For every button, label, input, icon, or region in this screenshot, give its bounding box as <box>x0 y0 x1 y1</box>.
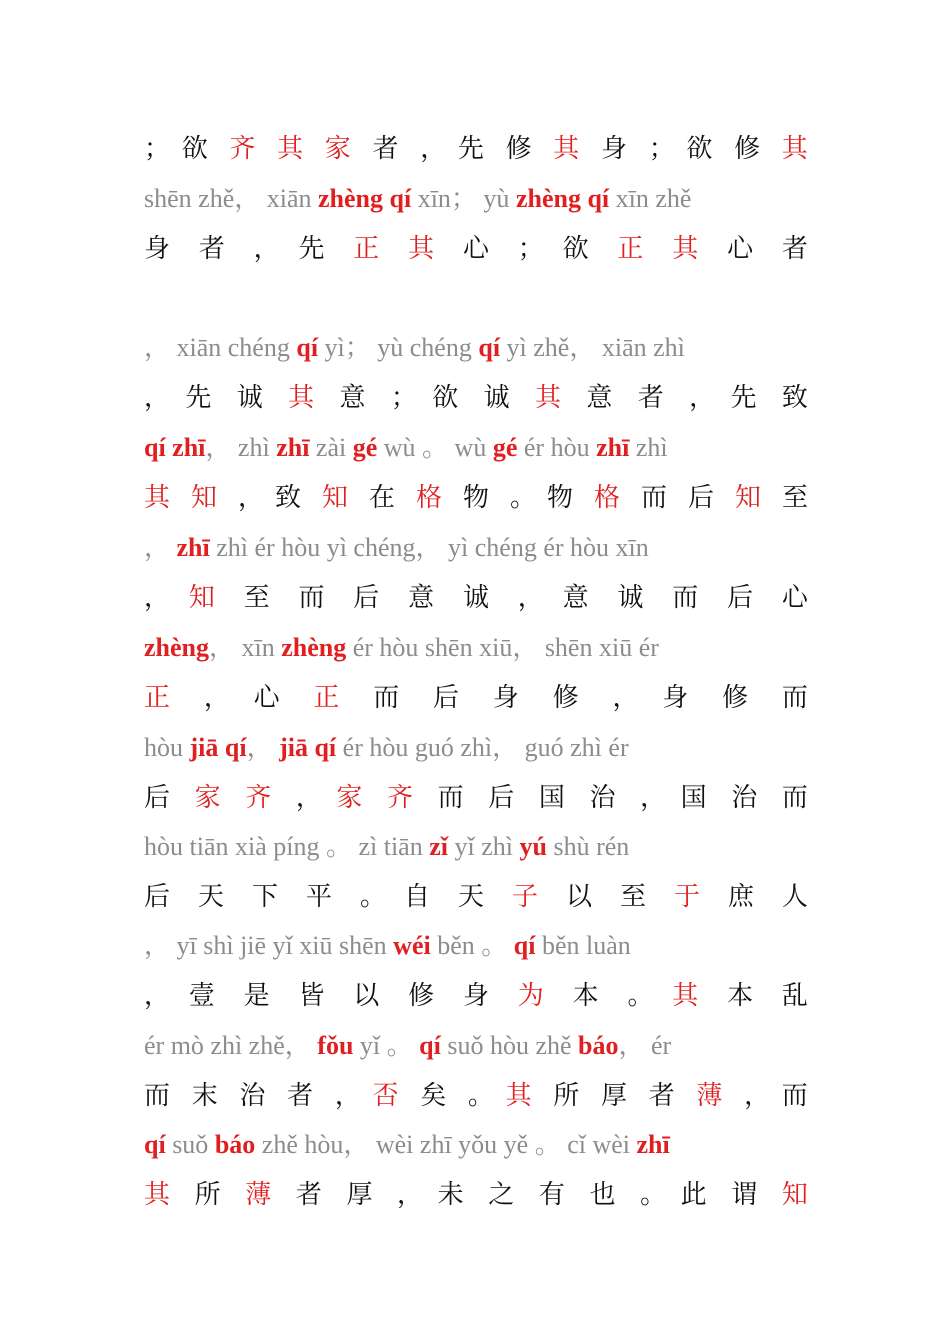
hanzi-char: 平 <box>306 882 333 912</box>
punctuation: ， <box>295 783 322 813</box>
pinyin-line <box>144 182 824 216</box>
hanzi-char: 本 <box>727 981 754 1011</box>
hanzi-highlight: 知 <box>188 583 215 613</box>
pinyin-line <box>144 1128 824 1162</box>
pinyin-highlight: fǒu <box>317 1031 354 1060</box>
hanzi-char: 而 <box>781 1081 808 1111</box>
hanzi-char: 而 <box>672 583 699 613</box>
hanzi-char: 后 <box>488 783 515 813</box>
hanzi-highlight: 于 <box>673 882 700 912</box>
hanzi-char: 国 <box>538 783 565 813</box>
hanzi-char: 有 <box>538 1180 565 1210</box>
punctuation: 。 <box>640 1180 667 1210</box>
pinyin-text: ér hòu guó zhì， guó zhì ér <box>336 733 629 762</box>
hanzi-line <box>144 879 808 915</box>
hanzi-char: 者 <box>781 234 808 264</box>
pinyin-highlight: wéi <box>393 931 431 960</box>
hanzi-line <box>144 580 808 616</box>
pinyin-highlight: qí <box>419 1031 441 1060</box>
hanzi-line <box>144 231 808 267</box>
hanzi-char: 乱 <box>781 981 808 1011</box>
punctuation: ； <box>648 134 675 164</box>
pinyin-text: yǐ 。 <box>353 1031 420 1060</box>
hanzi-char: 心 <box>462 234 489 264</box>
pinyin-text: běn luàn <box>535 931 631 960</box>
hanzi-char: 厚 <box>601 1081 628 1111</box>
hanzi-char: 欲 <box>432 383 459 413</box>
pinyin-text: ér mò zhì zhě， <box>144 1031 318 1060</box>
hanzi-char: 此 <box>680 1180 707 1210</box>
hanzi-char: 至 <box>243 583 270 613</box>
hanzi-char: 欲 <box>562 234 589 264</box>
pinyin-text: wù 。 wù <box>377 433 493 462</box>
pinyin-text: yì zhě， xiān zhì <box>500 333 685 362</box>
pinyin-text: ， yī shì jiē yǐ xiū shēn <box>144 931 394 960</box>
hanzi-highlight: 正 <box>353 234 380 264</box>
hanzi-char: 者 <box>372 134 399 164</box>
hanzi-char: 人 <box>781 882 808 912</box>
hanzi-char: 意 <box>586 383 613 413</box>
hanzi-char: 以 <box>565 882 592 912</box>
hanzi-char: 身 <box>662 683 689 713</box>
pinyin-line <box>144 1029 824 1063</box>
hanzi-char: 物 <box>546 483 573 513</box>
hanzi-char: 矣 <box>420 1081 447 1111</box>
hanzi-highlight: 齐 <box>229 134 256 164</box>
hanzi-highlight: 其 <box>505 1081 532 1111</box>
hanzi-char: 修 <box>505 134 532 164</box>
punctuation: ， <box>517 583 544 613</box>
hanzi-char: 欲 <box>181 134 208 164</box>
hanzi-char: 所 <box>553 1081 580 1111</box>
punctuation: 。 <box>509 483 536 513</box>
hanzi-char: 国 <box>680 783 707 813</box>
pinyin-text: shù rén <box>546 832 630 861</box>
pinyin-line <box>144 531 824 565</box>
pinyin-highlight: zhī <box>636 1130 670 1159</box>
hanzi-line <box>144 380 808 416</box>
punctuation: ， <box>144 981 171 1011</box>
hanzi-highlight: 知 <box>191 483 218 513</box>
pinyin-line <box>144 830 824 864</box>
pinyin-line <box>144 929 824 963</box>
pinyin-line <box>144 731 824 765</box>
hanzi-char: 心 <box>781 583 808 613</box>
hanzi-char: 也 <box>589 1180 616 1210</box>
hanzi-char: 后 <box>353 583 380 613</box>
hanzi-highlight: 薄 <box>696 1081 723 1111</box>
hanzi-char: 致 <box>274 483 301 513</box>
pinyin-highlight: qí <box>296 333 319 362</box>
hanzi-highlight: 否 <box>372 1081 399 1111</box>
hanzi-char: 而 <box>144 1081 171 1111</box>
hanzi-highlight: 知 <box>321 483 348 513</box>
punctuation: ， <box>253 234 280 264</box>
punctuation: ； <box>390 383 417 413</box>
hanzi-char: 以 <box>353 981 380 1011</box>
punctuation: ， <box>144 383 171 413</box>
hanzi-char: 者 <box>637 383 664 413</box>
punctuation: ， <box>203 683 230 713</box>
pinyin-highlight: jiā qí <box>279 733 337 762</box>
pinyin-highlight: jiā qí <box>189 733 247 762</box>
pinyin-text: yǐ zhì <box>448 832 520 861</box>
hanzi-highlight: 其 <box>277 134 304 164</box>
hanzi-highlight: 薄 <box>245 1180 272 1210</box>
punctuation: 。 <box>467 1081 494 1111</box>
hanzi-highlight: 其 <box>553 134 580 164</box>
pinyin-highlight: qí <box>144 1130 166 1159</box>
hanzi-highlight: 正 <box>617 234 644 264</box>
hanzi-char: 之 <box>488 1180 515 1210</box>
pinyin-text: ， <box>246 733 280 762</box>
hanzi-char: 心 <box>253 683 280 713</box>
hanzi-highlight: 家 <box>194 783 221 813</box>
pinyin-highlight: zhī <box>596 433 630 462</box>
hanzi-char: 治 <box>589 783 616 813</box>
punctuation: ， <box>334 1081 361 1111</box>
hanzi-char: 后 <box>144 882 171 912</box>
hanzi-char: 天 <box>457 882 484 912</box>
hanzi-char: 而 <box>781 783 808 813</box>
hanzi-char: 先 <box>185 383 212 413</box>
hanzi-char: 所 <box>194 1180 221 1210</box>
punctuation: 。 <box>360 882 387 912</box>
pinyin-highlight: qí zhī <box>144 433 206 462</box>
hanzi-char: 先 <box>298 234 325 264</box>
hanzi-line <box>144 1078 808 1114</box>
hanzi-highlight: 格 <box>593 483 620 513</box>
pinyin-text: zài <box>309 433 353 462</box>
hanzi-char: 身 <box>601 134 628 164</box>
hanzi-char: 诚 <box>236 383 263 413</box>
punctuation: ， <box>397 1180 424 1210</box>
hanzi-char: 诚 <box>617 583 644 613</box>
hanzi-line <box>144 780 808 816</box>
hanzi-highlight: 其 <box>144 483 171 513</box>
hanzi-char: 修 <box>722 683 749 713</box>
hanzi-char: 欲 <box>686 134 713 164</box>
hanzi-line <box>144 978 808 1014</box>
hanzi-char: 厚 <box>346 1180 373 1210</box>
hanzi-highlight: 家 <box>336 783 363 813</box>
hanzi-char: 修 <box>408 981 435 1011</box>
pinyin-highlight: báo <box>214 1130 256 1159</box>
hanzi-char: 物 <box>462 483 489 513</box>
hanzi-char: 者 <box>287 1081 314 1111</box>
punctuation: ； <box>517 234 544 264</box>
pinyin-text: zhì ér hòu yì chéng， yì chéng ér hòu xīn <box>209 533 649 562</box>
hanzi-char: 修 <box>552 683 579 713</box>
hanzi-char: 末 <box>191 1081 218 1111</box>
hanzi-char: 先 <box>457 134 484 164</box>
hanzi-line <box>144 680 808 716</box>
pinyin-highlight: zhèng qí <box>318 184 412 213</box>
hanzi-highlight: 为 <box>517 981 544 1011</box>
hanzi-highlight: 知 <box>781 1180 808 1210</box>
hanzi-highlight: 其 <box>781 134 808 164</box>
hanzi-char: 身 <box>492 683 519 713</box>
pinyin-line <box>144 331 824 365</box>
hanzi-highlight: 其 <box>672 234 699 264</box>
pinyin-text: ， ér <box>618 1031 672 1060</box>
hanzi-char: 在 <box>368 483 395 513</box>
pinyin-highlight: zhèng <box>281 633 347 662</box>
hanzi-highlight: 其 <box>534 383 561 413</box>
pinyin-highlight: zhèng qí <box>515 184 610 213</box>
pinyin-text: xīn zhě <box>609 184 692 213</box>
hanzi-char: 意 <box>562 583 589 613</box>
hanzi-char: 意 <box>408 583 435 613</box>
hanzi-char: 先 <box>730 383 757 413</box>
punctuation: ， <box>640 783 667 813</box>
hanzi-char: 而 <box>437 783 464 813</box>
hanzi-char: 未 <box>437 1180 464 1210</box>
pinyin-text: yì； yù chéng <box>318 333 479 362</box>
hanzi-line <box>144 1177 808 1213</box>
pinyin-highlight: yú <box>519 832 547 861</box>
hanzi-highlight: 齐 <box>245 783 272 813</box>
hanzi-char: 庶 <box>727 882 754 912</box>
punctuation: ； <box>144 134 171 164</box>
hanzi-char: 壹 <box>188 981 215 1011</box>
hanzi-highlight: 其 <box>144 1180 171 1210</box>
hanzi-highlight: 正 <box>144 683 171 713</box>
pinyin-line <box>144 631 824 665</box>
hanzi-char: 而 <box>298 583 325 613</box>
hanzi-char: 修 <box>734 134 761 164</box>
hanzi-highlight: 正 <box>313 683 340 713</box>
pinyin-text: ， zhì <box>205 433 277 462</box>
pinyin-highlight: zhī <box>276 433 310 462</box>
hanzi-highlight: 家 <box>324 134 351 164</box>
hanzi-highlight: 知 <box>734 483 761 513</box>
hanzi-highlight: 格 <box>415 483 442 513</box>
hanzi-highlight: 其 <box>408 234 435 264</box>
pinyin-line <box>144 431 824 465</box>
hanzi-highlight: 齐 <box>387 783 414 813</box>
hanzi-char: 身 <box>462 981 489 1011</box>
pinyin-text: zhì <box>629 433 668 462</box>
hanzi-char: 身 <box>144 234 171 264</box>
hanzi-char: 而 <box>781 683 808 713</box>
pinyin-text: ér hòu shēn xiū， shēn xiū ér <box>346 633 659 662</box>
punctuation: ， <box>744 1081 771 1111</box>
hanzi-char: 而 <box>640 483 667 513</box>
hanzi-line <box>144 480 808 516</box>
punctuation: ， <box>238 483 265 513</box>
pinyin-highlight: gé <box>492 433 518 462</box>
hanzi-char: 皆 <box>298 981 325 1011</box>
pinyin-text: ， <box>144 533 177 562</box>
hanzi-char: 者 <box>648 1081 675 1111</box>
pinyin-highlight: báo <box>578 1031 619 1060</box>
hanzi-char: 至 <box>619 882 646 912</box>
pinyin-highlight: zhèng <box>144 633 209 662</box>
pinyin-text: ， xīn <box>209 633 282 662</box>
hanzi-char: 诚 <box>483 383 510 413</box>
hanzi-char: 后 <box>433 683 460 713</box>
pinyin-text: suǒ <box>165 1130 215 1159</box>
pinyin-text: ， xiān chéng <box>144 333 297 362</box>
pinyin-text: shēn zhě， xiān <box>144 184 319 213</box>
hanzi-char: 意 <box>339 383 366 413</box>
hanzi-char: 治 <box>731 783 758 813</box>
pinyin-text: ér hòu <box>517 433 597 462</box>
pinyin-text: hòu <box>144 733 190 762</box>
hanzi-line <box>144 131 808 167</box>
hanzi-char: 后 <box>727 583 754 613</box>
punctuation: ， <box>612 683 639 713</box>
hanzi-char: 诚 <box>462 583 489 613</box>
hanzi-char: 后 <box>687 483 714 513</box>
hanzi-char: 而 <box>373 683 400 713</box>
hanzi-char: 心 <box>727 234 754 264</box>
hanzi-char: 谓 <box>731 1180 758 1210</box>
hanzi-highlight: 其 <box>672 981 699 1011</box>
hanzi-char: 治 <box>239 1081 266 1111</box>
hanzi-char: 至 <box>781 483 808 513</box>
pinyin-highlight: gé <box>352 433 378 462</box>
hanzi-highlight: 其 <box>288 383 315 413</box>
hanzi-char: 是 <box>243 981 270 1011</box>
pinyin-text: běn 。 <box>430 931 514 960</box>
pinyin-text: hòu tiān xià píng 。 zì tiān <box>144 832 430 861</box>
pinyin-highlight: zhī <box>176 533 210 562</box>
hanzi-highlight: 子 <box>511 882 538 912</box>
pinyin-text: zhě hòu， wèi zhī yǒu yě 。 cǐ wèi <box>255 1130 637 1159</box>
hanzi-char: 自 <box>403 882 430 912</box>
hanzi-char: 致 <box>781 383 808 413</box>
punctuation: ， <box>144 583 171 613</box>
pinyin-highlight: zǐ <box>429 832 448 861</box>
hanzi-char: 本 <box>572 981 599 1011</box>
hanzi-char: 者 <box>198 234 225 264</box>
punctuation: ， <box>689 383 716 413</box>
pinyin-highlight: qí <box>478 333 501 362</box>
punctuation: 。 <box>627 981 654 1011</box>
hanzi-char: 下 <box>252 882 279 912</box>
hanzi-char: 后 <box>144 783 171 813</box>
hanzi-char: 天 <box>198 882 225 912</box>
pinyin-highlight: qí <box>513 931 536 960</box>
pinyin-text: xīn； yù <box>411 184 516 213</box>
hanzi-char: 者 <box>295 1180 322 1210</box>
pinyin-text: suǒ hòu zhě <box>440 1031 579 1060</box>
punctuation: ， <box>420 134 447 164</box>
